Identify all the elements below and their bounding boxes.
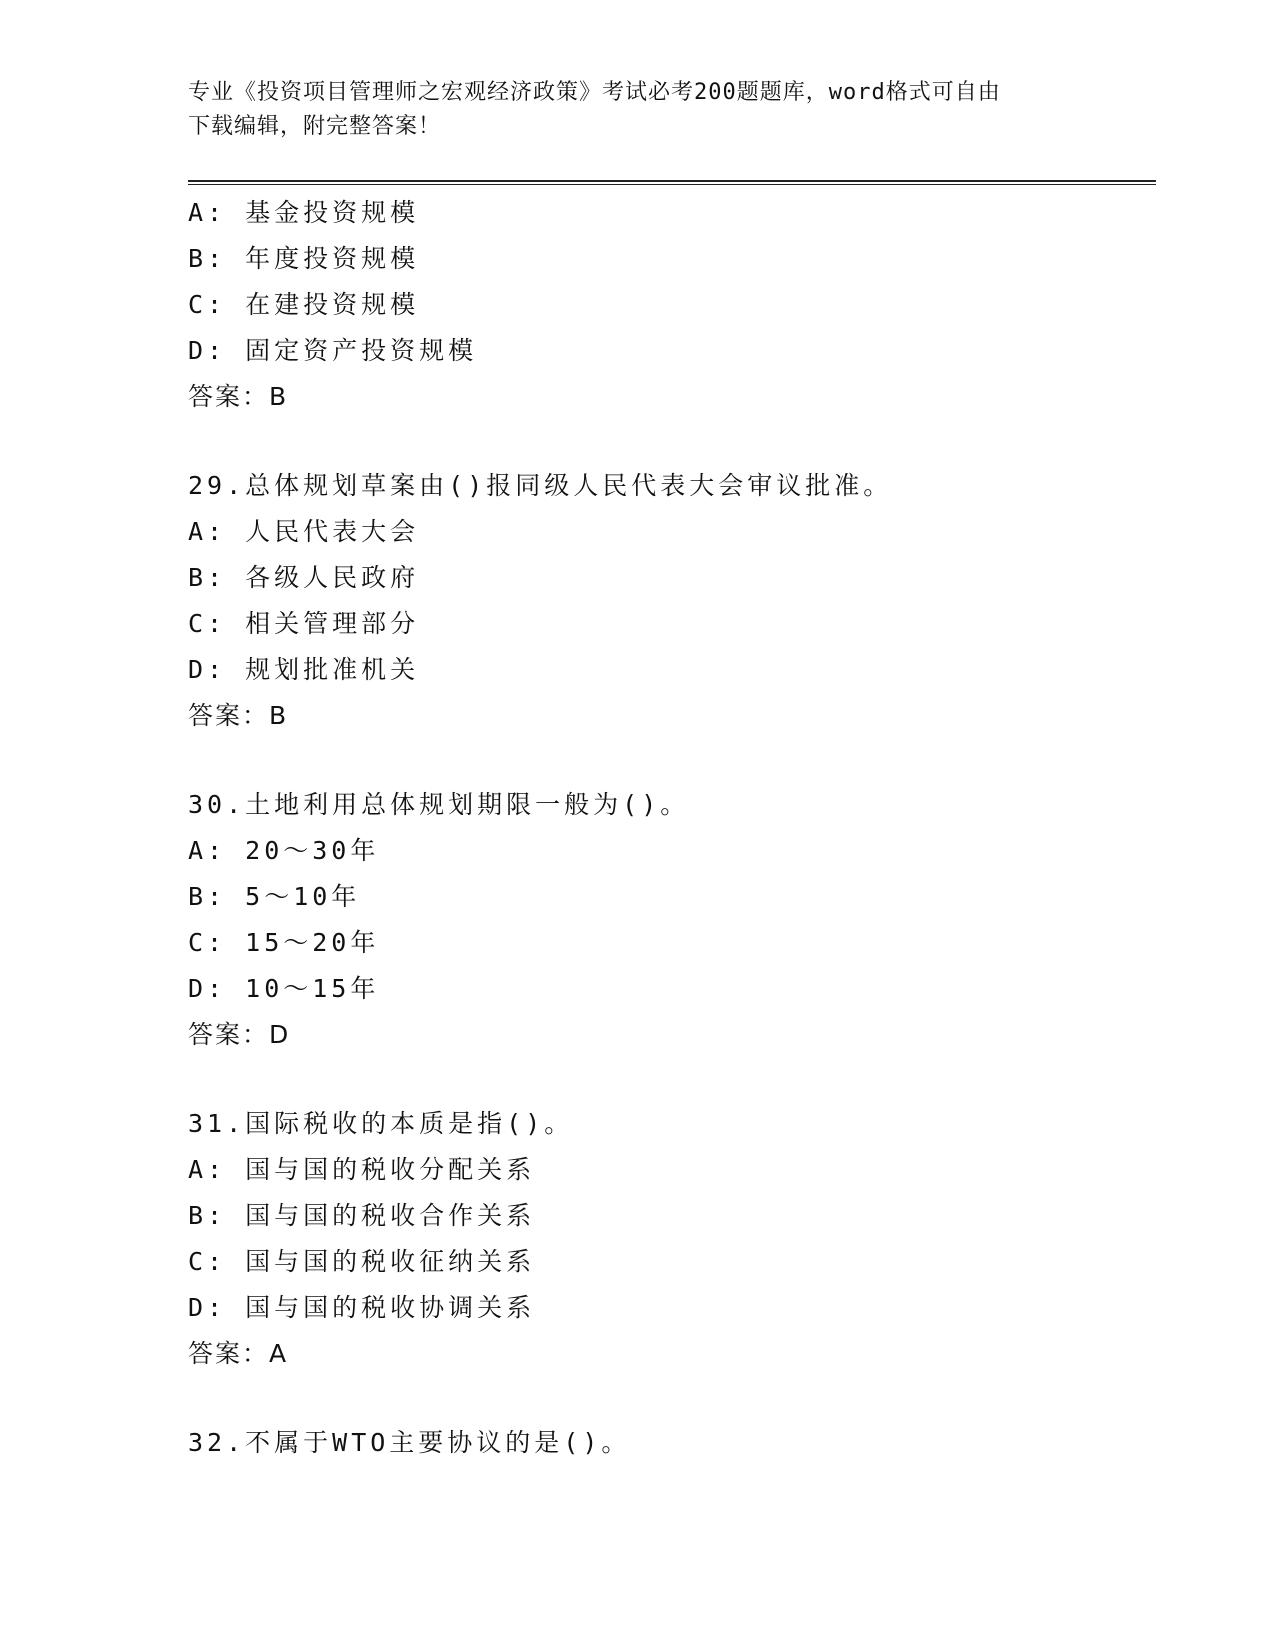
answer-line: 答案：A [188, 1339, 289, 1368]
option-d: D: 规划批准机关 [188, 655, 420, 684]
option-b: B: 国与国的税收合作关系 [188, 1201, 536, 1230]
answer-line: 答案：B [188, 701, 289, 730]
question-block-32 [188, 1420, 1148, 1466]
question-block-30 [188, 782, 1148, 1058]
document-header [188, 76, 1088, 144]
header-line-1: 专业《投资项目管理师之宏观经济政策》考试必考200题题库，word格式可自由 [188, 80, 1001, 105]
answer-line: 答案：B [188, 382, 289, 411]
option-b: B: 年度投资规模 [188, 244, 420, 273]
question-block-31 [188, 1101, 1148, 1377]
question-text: 29.总体规划草案由()报同级人民代表大会审议批准。 [188, 471, 893, 500]
option-d: D: 固定资产投资规模 [188, 336, 478, 365]
option-a: A: 基金投资规模 [188, 198, 420, 227]
option-c: C: 在建投资规模 [188, 290, 420, 319]
spacer [188, 739, 1148, 782]
spacer [188, 1377, 1148, 1420]
option-d: D: 10～15年 [188, 974, 380, 1003]
question-block-28 [188, 190, 1148, 420]
option-a: A: 20～30年 [188, 836, 380, 865]
header-divider [188, 180, 1156, 185]
option-a: A: 国与国的税收分配关系 [188, 1155, 536, 1184]
option-a: A: 人民代表大会 [188, 517, 420, 546]
option-b: B: 5～10年 [188, 882, 361, 911]
question-text: 31.国际税收的本质是指()。 [188, 1109, 574, 1138]
question-block-29 [188, 463, 1148, 739]
answer-line: 答案：D [188, 1020, 291, 1049]
option-c: C: 相关管理部分 [188, 609, 420, 638]
header-line-2: 下载编辑，附完整答案！ [188, 114, 442, 139]
spacer [188, 1058, 1148, 1101]
question-list [188, 190, 1148, 1466]
option-c: C: 15～20年 [188, 928, 380, 957]
question-text: 30.土地利用总体规划期限一般为()。 [188, 790, 690, 819]
option-d: D: 国与国的税收协调关系 [188, 1293, 536, 1322]
spacer [188, 420, 1148, 463]
option-b: B: 各级人民政府 [188, 563, 420, 592]
question-text: 32.不属于WTO主要协议的是()。 [188, 1428, 631, 1457]
option-c: C: 国与国的税收征纳关系 [188, 1247, 536, 1276]
